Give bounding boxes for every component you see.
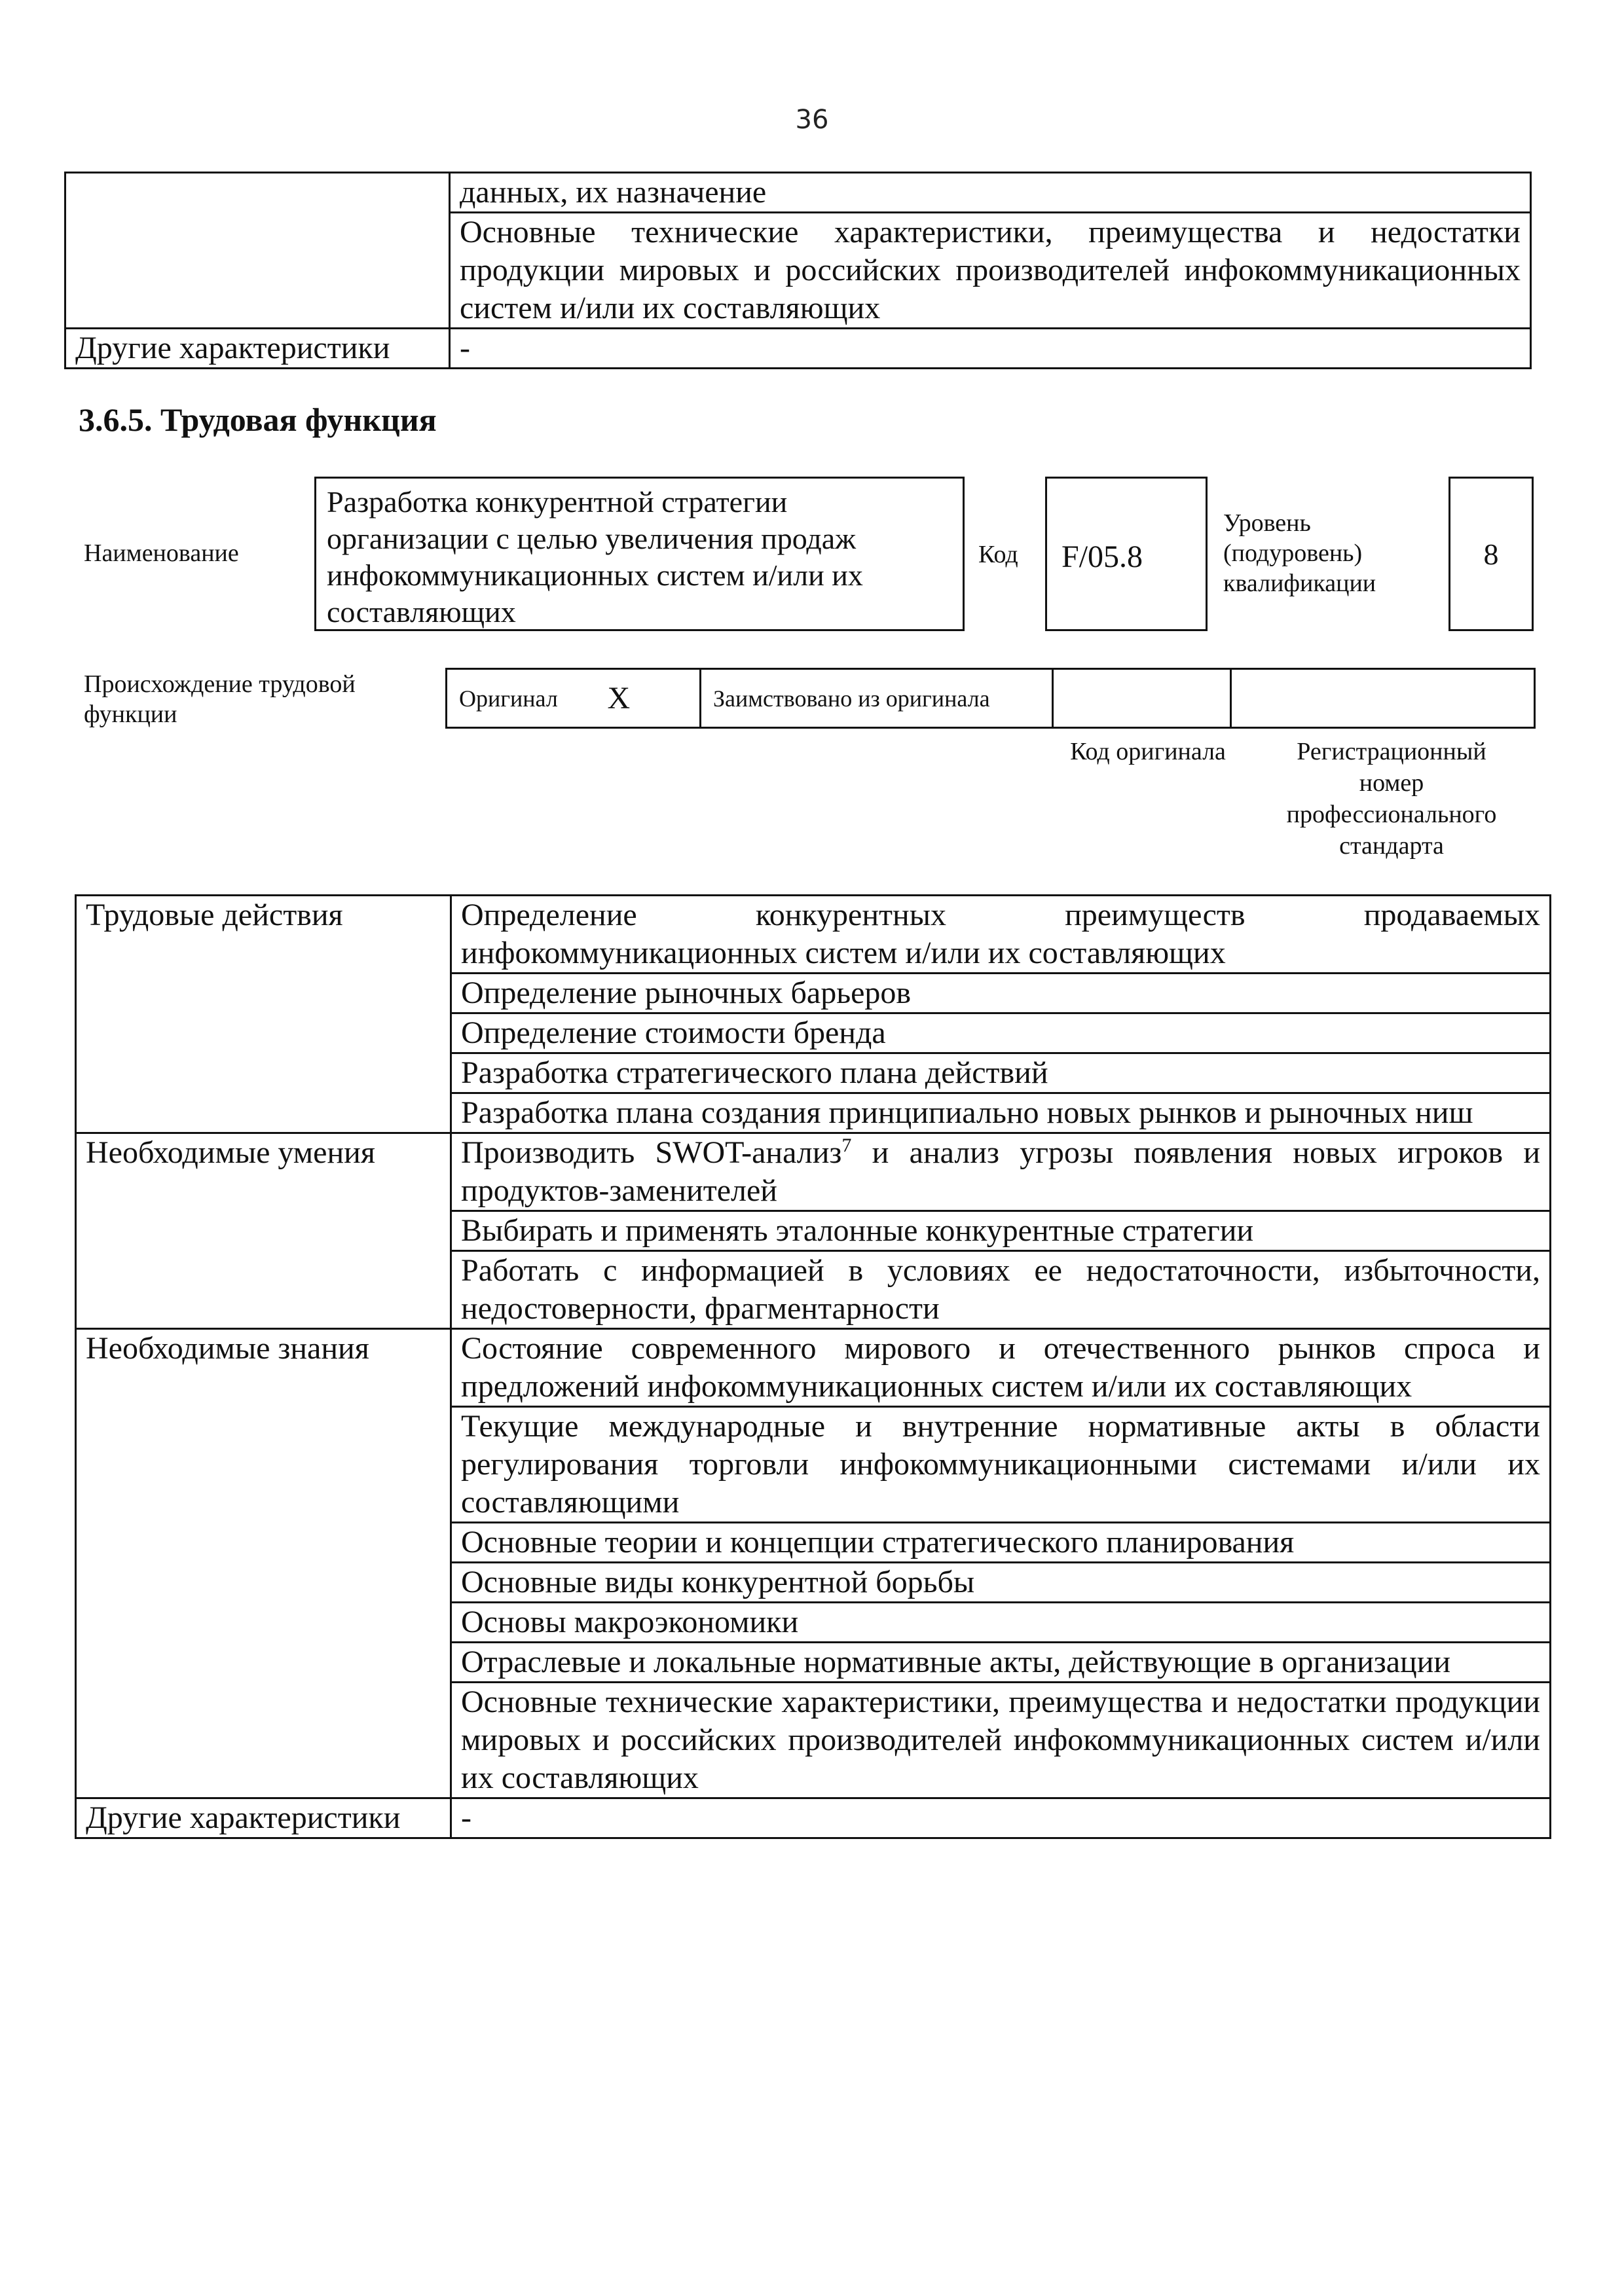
row-label-other: Другие характеристики xyxy=(65,329,450,369)
group-label-knowledge: Необходимые знания xyxy=(76,1329,451,1798)
origin-code-caption: Код оригинала xyxy=(1070,738,1226,765)
table-cell: Основные технические характеристики, преимущества и недостатки продукции мировых и российских производителей инфокоммуникационных систем и/или их составляющих xyxy=(451,1683,1551,1798)
labor-function-table xyxy=(75,894,1551,1839)
table-cell: Определение рыночных барьеров xyxy=(451,974,1551,1013)
level-value: 8 xyxy=(1483,537,1499,571)
table-cell: Состояние современного мирового и отечественного рынков спроса и предложений инфокоммуникационных систем и/или их составляющих xyxy=(451,1329,1551,1407)
table-cell: Основные теории и концепции стратегического планирования xyxy=(451,1523,1551,1563)
page-number: 36 xyxy=(795,105,829,135)
table-cell: данных, их назначение xyxy=(450,173,1531,213)
top-continuation-table xyxy=(64,172,1532,369)
origin-table xyxy=(445,668,1536,729)
section-title: 3.6.5. Трудовая функция xyxy=(79,401,437,438)
table-cell-other-value: - xyxy=(451,1798,1551,1838)
code-label: Код xyxy=(978,541,1018,568)
table-cell: Отраслевые и локальные нормативные акты, действующие в организации xyxy=(451,1643,1551,1683)
function-name-box xyxy=(314,477,965,631)
table-cell: Разработка плана создания принципиально новых рынков и рыночных ниш xyxy=(451,1093,1551,1133)
table-cell: Основы макроэкономики xyxy=(451,1603,1551,1643)
row-label-other: Другие характеристики xyxy=(76,1798,451,1838)
table-cell: Работать с информацией в условиях ее недостаточности, избыточности, недостоверности, фрагментарности xyxy=(451,1251,1551,1329)
name-label: Наименование xyxy=(84,539,239,567)
origin-reg-cell xyxy=(1231,669,1535,728)
table-cell: Определение стоимости бренда xyxy=(451,1013,1551,1053)
level-box xyxy=(1449,477,1534,631)
table-cell: Текущие международные и внутренние нормативные акты в области регулирования торговли инфокоммуникационными системами и/или их составляющими xyxy=(451,1407,1551,1523)
origin-label: Происхождение трудовой функции xyxy=(84,670,356,728)
table-cell-other-value: - xyxy=(450,329,1531,369)
table-cell-swot xyxy=(451,1133,1551,1211)
swot-text: Производить SWOT-анализ xyxy=(461,1135,842,1170)
code-box xyxy=(1045,477,1208,631)
table-cell: Разработка стратегического плана действий xyxy=(451,1053,1551,1093)
table-cell: Определение конкурентных преимуществ продаваемых инфокоммуникационных систем и/или их составляющих xyxy=(451,896,1551,974)
code-value: F/05.8 xyxy=(1061,539,1143,574)
table-cell: Основные виды конкурентной борьбы xyxy=(451,1563,1551,1603)
table-cell: Основные технические характеристики, преимущества и недостатки продукции мировых и российских производителей инфокоммуникационных систем и/или их составляющих xyxy=(450,213,1531,329)
function-name-value: Разработка конкурентной стратегии организации с целью увеличения продаж инфокоммуникационных систем и/или их составляющих xyxy=(327,485,863,629)
origin-original-label: Оригинал xyxy=(447,669,596,728)
table-cell: Выбирать и применять эталонные конкурентные стратегии xyxy=(451,1211,1551,1251)
group-label-skills: Необходимые умения xyxy=(76,1133,451,1329)
origin-borrowed-label: Заимствовано из оригинала xyxy=(701,669,1053,728)
origin-reg-caption: Регистрационный номер профессионального стандарта xyxy=(1286,738,1497,860)
origin-code-cell xyxy=(1053,669,1231,728)
table-label-empty xyxy=(65,173,450,329)
origin-original-mark: X xyxy=(596,669,701,728)
group-label-labor-actions: Трудовые действия xyxy=(76,896,451,1133)
footnote-mark: 7 xyxy=(841,1135,852,1156)
swot-rest: и анализ угрозы появления новых игроков и продуктов-заменителей xyxy=(461,1135,1541,1208)
level-label: Уровень (подуровень) квалификации xyxy=(1223,509,1376,597)
